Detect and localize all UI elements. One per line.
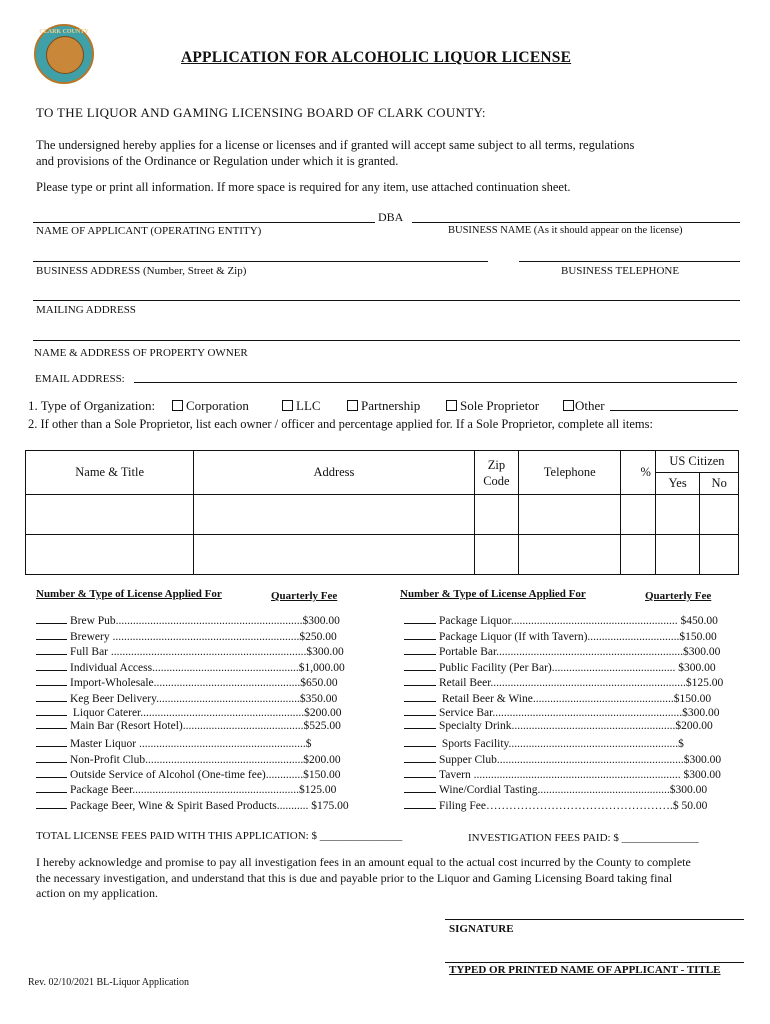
table-row — [26, 495, 739, 535]
applicant-name-label: NAME OF APPLICANT (OPERATING ENTITY) — [36, 225, 262, 237]
license-fee-item — [36, 768, 341, 781]
license-fee-label: Liquor Caterer.........................................................$200.00 — [70, 707, 342, 719]
license-fee-item — [36, 645, 344, 658]
license-count-blank[interactable] — [404, 676, 436, 686]
signature-field[interactable] — [445, 919, 744, 920]
email-label: EMAIL ADDRESS: — [35, 373, 125, 385]
col-address: Address — [194, 451, 474, 495]
license-fee-item — [404, 799, 707, 812]
acknowledgement-line-2: the necessary investigation, and understand that this is due and payable prior to the Liquor and Gaming Licensing Board taking final — [36, 871, 673, 885]
business-address-field[interactable] — [33, 261, 488, 262]
license-fee-item — [404, 783, 707, 796]
license-fee-label: Retail Beer....................................................................$125.00 — [439, 677, 724, 689]
license-fee-item — [36, 661, 345, 674]
license-count-blank[interactable] — [36, 706, 67, 716]
right-fee-header: Quarterly Fee — [645, 590, 712, 602]
license-count-blank[interactable] — [36, 630, 67, 640]
license-fee-label: Sports Facility...........................................................$ — [439, 738, 684, 750]
license-fee-item — [36, 692, 337, 705]
license-count-blank[interactable] — [36, 783, 67, 793]
license-fee-item — [36, 676, 338, 689]
license-fee-item — [36, 706, 342, 719]
license-count-blank[interactable] — [404, 706, 436, 716]
investigation-fees: INVESTIGATION FEES PAID: $ ______________ — [468, 832, 699, 844]
instructions-text: Please type or print all information. If more space is required for any item, use attached continuation sheet. — [36, 180, 571, 194]
license-count-blank[interactable] — [404, 719, 436, 729]
property-owner-label: NAME & ADDRESS OF PROPERTY OWNER — [34, 347, 248, 359]
acknowledgement-line-1: I hereby acknowledge and promise to pay all investigation fees in an amount equal to the actual cost incurred by the County to complete — [36, 855, 691, 869]
license-fee-label: Master Liquor ..........................................................$ — [70, 738, 312, 750]
license-count-blank[interactable] — [36, 737, 67, 747]
owner-percent-cell[interactable] — [621, 535, 656, 575]
page-title: APPLICATION FOR ALCOHOLIC LIQUOR LICENSE — [181, 49, 572, 66]
owner-zip-cell[interactable] — [474, 535, 519, 575]
license-fee-label: Package Liquor.......................................................... $450.00 — [439, 615, 718, 627]
org-option-llc[interactable]: LLC — [282, 398, 321, 414]
license-count-blank[interactable] — [36, 645, 67, 655]
owner-zip-cell[interactable] — [474, 495, 519, 535]
owner-phone-cell[interactable] — [519, 535, 621, 575]
business-name-field[interactable] — [412, 222, 740, 223]
license-count-blank[interactable] — [36, 753, 67, 763]
license-count-blank[interactable] — [404, 614, 436, 624]
right-license-header: Number & Type of License Applied For — [400, 588, 586, 600]
license-fee-label: Individual Access...................................................$1,000.00 — [70, 662, 345, 674]
applicant-name-field[interactable] — [33, 222, 375, 223]
license-count-blank[interactable] — [36, 692, 67, 702]
business-address-label: BUSINESS ADDRESS (Number, Street & Zip) — [36, 265, 247, 277]
license-count-blank[interactable] — [36, 719, 67, 729]
org-option-partnership[interactable]: Partnership — [347, 398, 420, 414]
license-count-blank[interactable] — [404, 783, 436, 793]
col-citizen-no: No — [700, 473, 739, 495]
seal-text: CLARK COUNTY — [39, 29, 89, 35]
license-fee-item — [36, 799, 349, 812]
org-option-other[interactable]: Other — [563, 398, 605, 414]
license-fee-item — [36, 614, 340, 627]
typed-name-label: TYPED OR PRINTED NAME OF APPLICANT - TITLE — [449, 964, 721, 976]
license-count-blank[interactable] — [404, 768, 436, 778]
owner-no-cell[interactable] — [700, 535, 739, 575]
col-zip-code: Zip Code — [474, 451, 519, 495]
license-fee-label: Public Facility (Per Bar)........................................... $300.00 — [439, 662, 716, 674]
license-count-blank[interactable] — [404, 645, 436, 655]
license-count-blank[interactable] — [404, 661, 436, 671]
table-row — [26, 535, 739, 575]
checkbox-icon[interactable] — [347, 400, 358, 411]
license-count-blank[interactable] — [36, 799, 67, 809]
owner-percent-cell[interactable] — [621, 495, 656, 535]
dba-label: DBA — [378, 210, 404, 224]
mailing-address-label: MAILING ADDRESS — [36, 304, 136, 316]
license-count-blank[interactable] — [36, 676, 67, 686]
email-field[interactable] — [134, 382, 737, 383]
license-fee-label: Service Bar..................................................................$300.00 — [439, 707, 720, 719]
owner-address-cell[interactable] — [194, 535, 474, 575]
license-fee-label: Wine/Cordial Tasting..............................................$300.00 — [439, 784, 708, 796]
license-fee-item — [404, 645, 720, 658]
owner-yes-cell[interactable] — [655, 495, 700, 535]
license-fee-label: Import-Wholesale...................................................$650.00 — [70, 677, 338, 689]
business-telephone-label: BUSINESS TELEPHONE — [561, 265, 680, 277]
left-fee-header: Quarterly Fee — [271, 590, 338, 602]
license-fee-item — [404, 661, 716, 674]
org-option-corporation[interactable]: Corporation — [172, 398, 249, 414]
license-fee-item — [36, 737, 311, 750]
owner-address-cell[interactable] — [194, 495, 474, 535]
license-fee-item — [36, 783, 336, 796]
checkbox-icon[interactable] — [172, 400, 183, 411]
checkbox-icon[interactable] — [282, 400, 293, 411]
left-license-header: Number & Type of License Applied For — [36, 588, 222, 600]
license-fee-item — [404, 692, 711, 705]
addressee-line: TO THE LIQUOR AND GAMING LICENSING BOARD OF CLARK COUNTY: — [36, 105, 486, 120]
owner-phone-cell[interactable] — [519, 495, 621, 535]
mailing-address-field[interactable] — [33, 300, 740, 301]
license-fee-label: Tavern ........................................................................ $300.00 — [439, 769, 721, 781]
license-fee-item — [404, 676, 723, 689]
license-count-blank[interactable] — [36, 768, 67, 778]
license-fee-label: Retail Beer & Wine.................................................$150.00 — [439, 693, 712, 705]
business-name-label: BUSINESS NAME (As it should appear on the license) — [448, 225, 683, 236]
license-fee-label: Portable Bar.................................................................$300.00 — [439, 646, 721, 658]
license-fee-label: Brewery .................................................................$250.00 — [70, 631, 337, 643]
license-fee-item — [36, 719, 341, 732]
license-count-blank[interactable] — [404, 737, 436, 747]
license-fee-item — [404, 768, 721, 781]
license-fee-item — [404, 753, 721, 766]
checkbox-icon[interactable] — [446, 400, 457, 411]
owner-yes-cell[interactable] — [655, 535, 700, 575]
license-fee-label: Package Liquor (If with Tavern)................................$150.00 — [439, 631, 717, 643]
intro-paragraph-line-1: The undersigned hereby applies for a license or licenses and if granted will accept same subject to all terms, regulations — [36, 138, 635, 152]
license-count-blank[interactable] — [404, 630, 436, 640]
license-fee-item — [36, 753, 341, 766]
checkbox-icon[interactable] — [563, 400, 574, 411]
revision-footer: Rev. 02/10/2021 BL-Liquor Application — [28, 977, 190, 988]
license-fee-label: Full Bar ....................................................................$300.00 — [70, 646, 344, 658]
license-fee-label: Keg Beer Delivery..................................................$350.00 — [70, 693, 338, 705]
license-fee-label: Specialty Drink.........................................................$200.00 — [439, 720, 713, 732]
license-fee-item — [36, 630, 337, 643]
license-fee-label: Package Beer..........................................................$125.00 — [70, 784, 337, 796]
license-fee-label: Filing Fee………………………………………….$ 50.00 — [439, 800, 708, 812]
license-count-blank[interactable] — [404, 692, 436, 702]
license-count-blank[interactable] — [36, 661, 67, 671]
typed-name-field[interactable] — [445, 962, 744, 963]
org-option-sole-proprietor[interactable]: Sole Proprietor — [446, 398, 539, 414]
col-citizen-yes: Yes — [655, 473, 700, 495]
owner-name-cell[interactable] — [26, 535, 194, 575]
col-us-citizen: US Citizen — [655, 451, 738, 473]
col-telephone: Telephone — [519, 451, 621, 495]
owners-instructions: 2. If other than a Sole Proprietor, list each owner / officer and percentage applied for. If a Sole Proprietor, complete all items: — [28, 417, 653, 431]
license-count-blank[interactable] — [36, 614, 67, 624]
owner-no-cell[interactable] — [700, 495, 739, 535]
property-owner-field[interactable] — [33, 340, 740, 341]
license-fee-label: Outside Service of Alcohol (One-time fee).............$150.00 — [70, 769, 341, 781]
license-count-blank[interactable] — [404, 753, 436, 763]
license-fee-label: Package Beer, Wine & Spirit Based Products........... $175.00 — [70, 800, 349, 812]
business-telephone-field[interactable] — [519, 261, 740, 262]
clark-county-seal-logo — [34, 24, 94, 84]
license-fee-label: Brew Pub.................................................................$300.00 — [70, 615, 340, 627]
license-fee-label: Main Bar (Resort Hotel)..........................................$525.00 — [70, 720, 341, 732]
seal-emblem — [46, 36, 84, 74]
other-organization-field[interactable] — [610, 410, 738, 411]
license-fee-label: Supper Club.................................................................$300.00 — [439, 754, 722, 766]
col-percent: % — [621, 451, 656, 495]
license-fee-item — [404, 737, 684, 750]
col-name-title: Name & Title — [26, 451, 194, 495]
license-count-blank[interactable] — [404, 799, 436, 809]
organization-type-question: 1. Type of Organization: — [28, 398, 156, 413]
license-fee-label: Non-Profit Club.......................................................$200.00 — [70, 754, 341, 766]
license-fee-item — [404, 719, 713, 732]
license-fee-item — [404, 706, 719, 719]
total-license-fees: TOTAL LICENSE FEES PAID WITH THIS APPLICATION: $ _______________ — [36, 830, 403, 842]
license-fee-item — [404, 614, 718, 627]
owners-table — [25, 450, 739, 575]
owner-name-cell[interactable] — [26, 495, 194, 535]
signature-label: SIGNATURE — [449, 923, 514, 935]
license-fee-item — [404, 630, 717, 643]
acknowledgement-line-3: action on my application. — [36, 886, 158, 900]
intro-paragraph-line-2: and provisions of the Ordinance or Regulation under which it is granted. — [36, 154, 399, 168]
